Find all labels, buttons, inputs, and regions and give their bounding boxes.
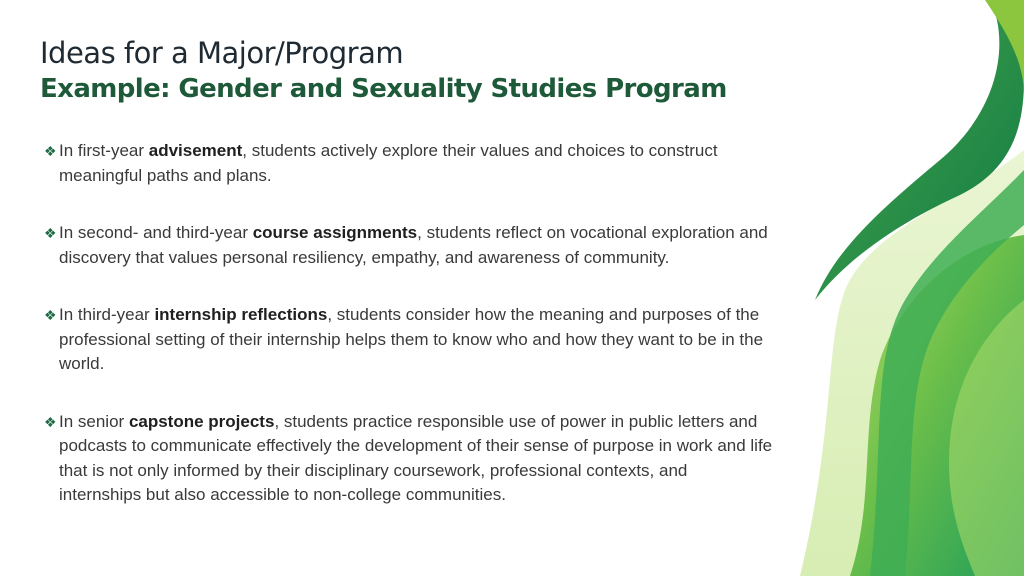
bullet-emphasis: internship reflections (154, 305, 328, 324)
bullet-rest: , students reflect on vocational exploration and discovery that values personal resiliency, empathy, and awareness of community. (59, 223, 768, 267)
bullet-lead: In second- and third-year (59, 223, 253, 242)
bullet-item-internship-reflections (44, 303, 774, 377)
page-title: Ideas for a Major/Program (40, 36, 404, 70)
bullet-item-capstone-projects (44, 410, 774, 508)
diamond-bullet-icon: ❖ (44, 413, 57, 430)
bullet-item-course-assignments (44, 221, 774, 270)
diamond-bullet-icon: ❖ (44, 225, 57, 241)
diamond-bullet-icon: ❖ (44, 143, 57, 159)
bullet-rest: , students consider how the meaning and purposes of the professional setting of their internship helps them to know who and how they want to be in the world. (59, 305, 764, 373)
bullet-lead: In first-year (59, 141, 149, 160)
bullet-item-advisement (44, 139, 774, 188)
bullet-lead: In third-year (59, 305, 155, 324)
page-subtitle: Example: Gender and Sexuality Studies Program (40, 74, 727, 104)
bullet-lead: In senior (59, 411, 129, 431)
bullet-emphasis: capstone projects (128, 411, 275, 431)
diamond-bullet-icon: ❖ (44, 307, 57, 323)
bullet-emphasis: course assignments (252, 223, 418, 242)
bullet-rest: , students actively explore their values and choices to construct meaningful paths and plans. (59, 141, 718, 185)
bullet-rest: , students practice responsible use of power in public letters and podcasts to communicate effectively the development of their sense of purpose in work and life that is not only informed by their disciplinary coursework, professional contexts, and internships but also accessible to non-college communities. (59, 411, 773, 504)
bullet-list (44, 139, 774, 508)
bullet-emphasis: advisement (148, 141, 243, 160)
